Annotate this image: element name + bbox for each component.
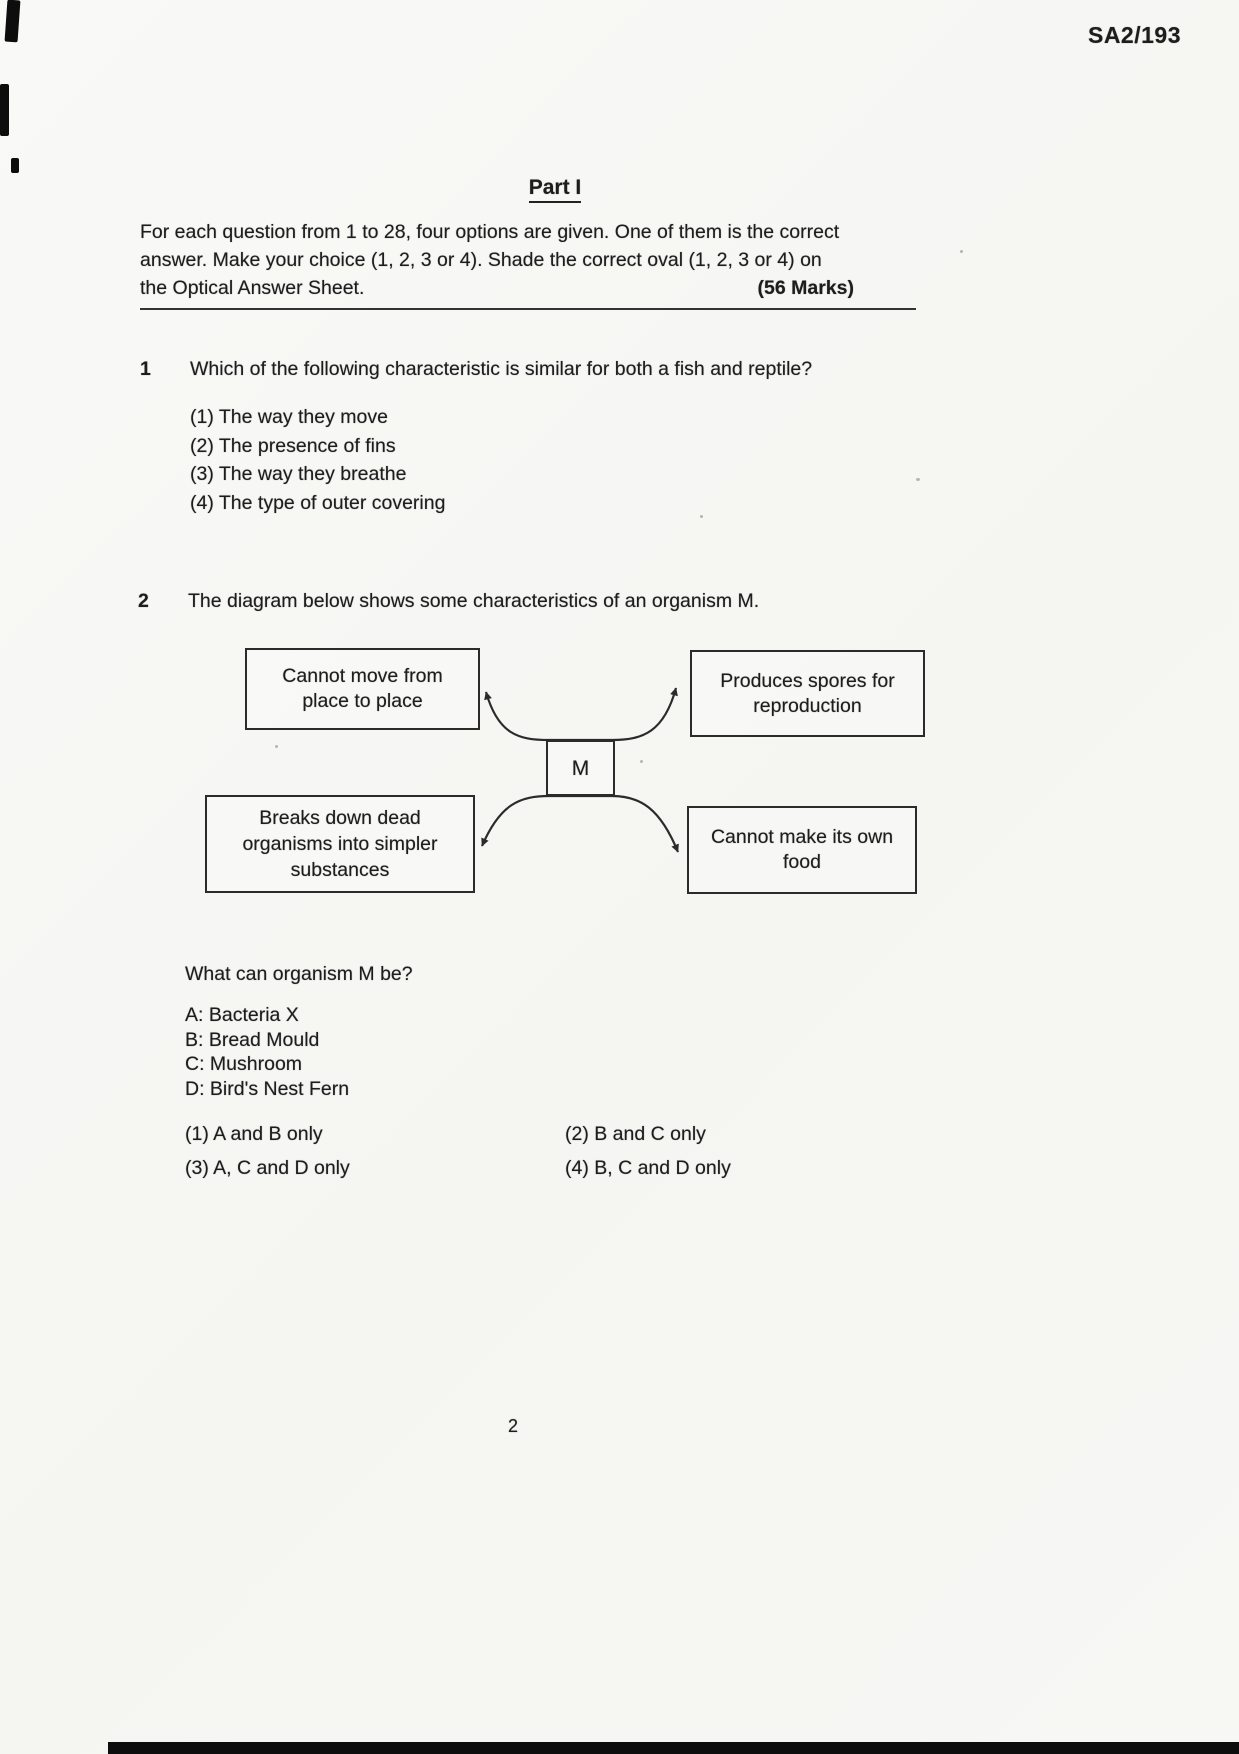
instructions-line-2: answer. Make your choice (1, 2, 3 or 4). Shade the correct oval (1, 2, 3 or 4) on: [140, 249, 822, 271]
scan-artifact-left-edge: [0, 84, 9, 136]
organism-characteristics-diagram: [0, 640, 1239, 940]
instructions-line-3-row: [140, 274, 916, 302]
instructions-line-1: For each question from 1 to 28, four options are given. One of them is the correct: [140, 221, 840, 243]
characteristic-box-bottom-right: Cannot make its own food: [687, 806, 917, 894]
page-number: 2: [508, 1416, 519, 1436]
scan-artifact-left-small: [11, 158, 19, 173]
choice-d: D: Bird's Nest Fern: [185, 1077, 350, 1100]
question-2-number: 2: [138, 590, 149, 612]
choice-b: B: Bread Mould: [185, 1028, 320, 1051]
part-title-text: Part I: [529, 176, 582, 203]
scan-artifact-bottom-bar: [108, 1742, 1239, 1754]
question-1-option-1: (1) The way they move: [190, 406, 388, 428]
characteristic-box-top-left: Cannot move from place to place: [245, 648, 480, 730]
question-1-options: [190, 403, 920, 517]
marks-label: (56 Marks): [757, 277, 854, 299]
organism-m-box: M: [546, 740, 615, 796]
question-2-row: [138, 590, 958, 613]
question-2: [138, 590, 958, 613]
scan-artifact-top-left: [5, 0, 21, 42]
question-1-option-3: (3) The way they breathe: [190, 463, 407, 485]
choice-c: C: Mushroom: [185, 1053, 303, 1075]
doc-code: SA2/193: [1087, 22, 1181, 48]
instructions: [140, 218, 916, 310]
question-1: [140, 358, 920, 517]
scan-speckle: [960, 250, 963, 253]
question-2-answer-options: [185, 1120, 905, 1182]
question-2-choices: [185, 1003, 349, 1101]
question-1-row: [140, 358, 920, 381]
scan-speckle: [916, 478, 920, 481]
scan-speckle: [640, 760, 643, 763]
characteristic-box-top-right: Produces spores for reproduction: [690, 650, 925, 737]
question-2-option-2: (2) B and C only: [565, 1123, 706, 1145]
part-title: [0, 176, 1110, 200]
question-2-option-4: (4) B, C and D only: [565, 1157, 731, 1179]
scan-speckle: [275, 745, 278, 748]
question-2-sub-question: What can organism M be?: [185, 963, 413, 985]
question-2-text: The diagram below shows some characteristics of an organism M.: [188, 590, 760, 612]
question-2-option-1: (1) A and B only: [185, 1123, 323, 1145]
characteristic-box-bottom-left: Breaks down dead organisms into simpler substances: [205, 795, 475, 893]
diagram-connector-lines: [0, 640, 1239, 940]
question-1-option-4: (4) The type of outer covering: [190, 491, 446, 514]
question-2-option-3: (3) A, C and D only: [185, 1157, 350, 1179]
instructions-line-3: the Optical Answer Sheet.: [140, 277, 365, 299]
choice-a: A: Bacteria X: [185, 1004, 299, 1026]
question-1-text: Which of the following characteristic is similar for both a fish and reptile?: [190, 358, 813, 380]
scan-speckle: [700, 515, 703, 518]
question-1-option-2: (2) The presence of fins: [190, 434, 396, 457]
question-1-number: 1: [140, 358, 151, 380]
